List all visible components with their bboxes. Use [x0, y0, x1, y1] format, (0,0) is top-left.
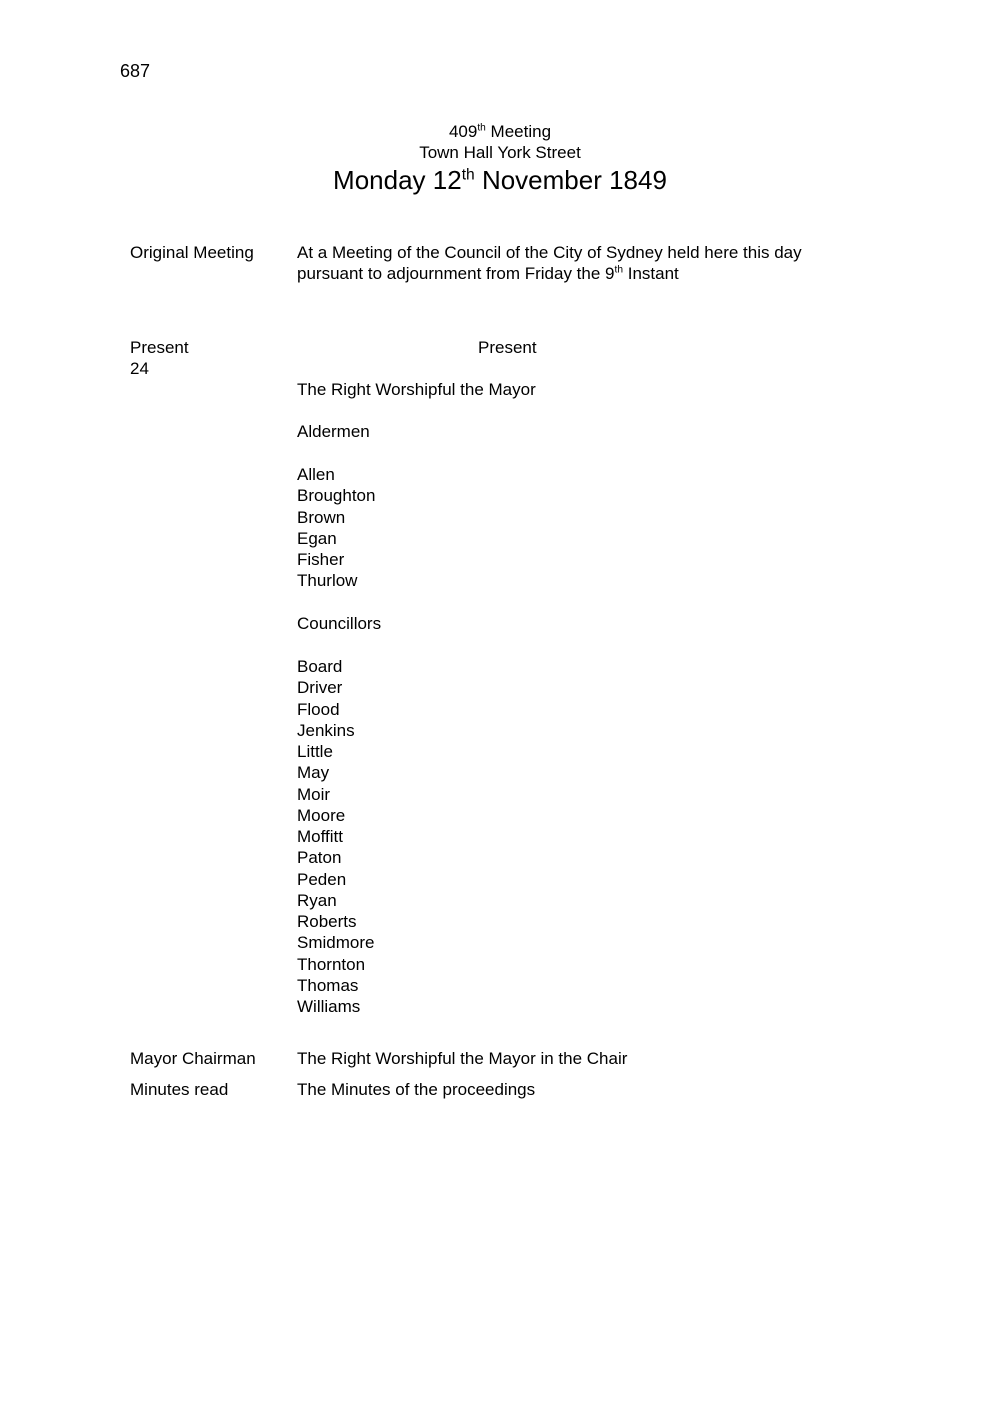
councillor-name: Peden: [297, 869, 347, 889]
present-heading: Present: [478, 338, 537, 357]
councillor-name: Board: [297, 657, 343, 676]
councillor-name: Driver: [297, 678, 343, 698]
meeting-number-suffix: th: [477, 122, 486, 134]
councillor-name: Jenkins: [297, 720, 355, 740]
meeting-date: [0, 163, 1000, 197]
alderman-name: Broughton: [297, 486, 376, 506]
original-meeting-text: [297, 242, 802, 284]
meeting-location: Town Hall York Street: [419, 143, 581, 162]
present-margin-count: 24: [130, 359, 149, 378]
councillor-name: May: [297, 763, 330, 783]
councillor-name: Smidmore: [297, 933, 375, 953]
councillors-heading: Councillors: [297, 614, 382, 633]
alderman-name: Brown: [297, 507, 346, 527]
mayor-chairman-text: The Right Worshipful the Mayor in the Chair: [297, 1049, 628, 1068]
date-prefix: Monday 12: [333, 165, 462, 195]
present-margin-label: [130, 337, 189, 379]
alderman-name: Thurlow: [297, 571, 358, 591]
mayor-line: The Right Worshipful the Mayor: [297, 380, 536, 399]
alderman-name: Egan: [297, 528, 337, 548]
mayor-chairman-margin-label: Mayor Chairman: [130, 1049, 256, 1068]
meeting-header: [0, 121, 1000, 197]
meeting-number-line: [0, 121, 1000, 142]
alderman-name: Fisher: [297, 550, 345, 569]
councillor-name: Moffitt: [297, 827, 343, 846]
councillor-name: Ryan: [297, 890, 337, 910]
original-meeting-line-2: [297, 263, 802, 284]
councillor-name: Flood: [297, 699, 340, 719]
date-rest: November 1849: [474, 165, 667, 195]
meeting-number: 409: [448, 122, 478, 141]
minutes-read-text: The Minutes of the proceedings: [297, 1080, 536, 1099]
councillors-list: [297, 656, 374, 1017]
present-margin-text: Present: [130, 338, 189, 357]
meeting-label: Meeting: [485, 122, 552, 141]
councillor-name: Williams: [297, 997, 361, 1016]
councillor-name: Moore: [297, 805, 346, 825]
councillor-name: Little: [297, 742, 333, 761]
councillor-name: Paton: [297, 848, 342, 868]
councillor-name: Moir: [297, 784, 331, 804]
minutes-read-margin-label: Minutes read: [130, 1080, 229, 1099]
line2-prefix: pursuant to adjournment from Friday the 9: [297, 264, 615, 283]
line2-suffix: th: [614, 264, 623, 276]
page-number: 687: [120, 61, 151, 81]
aldermen-heading: Aldermen: [297, 422, 370, 441]
line2-rest: Instant: [623, 264, 679, 283]
councillor-name: Roberts: [297, 912, 357, 931]
original-meeting-margin-label: Original Meeting: [130, 243, 254, 262]
aldermen-list: [297, 464, 375, 592]
councillor-name: Thornton: [297, 954, 366, 974]
date-suffix: th: [461, 166, 475, 184]
alderman-name: Allen: [297, 465, 335, 484]
councillor-name: Thomas: [297, 975, 359, 995]
original-meeting-line-1: At a Meeting of the Council of the City of Sydney held here this day: [297, 243, 802, 262]
